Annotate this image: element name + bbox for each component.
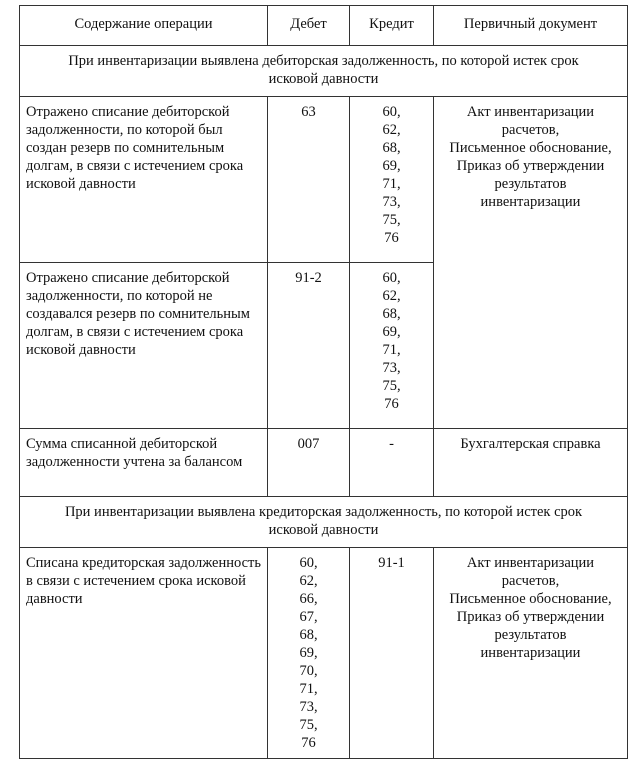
credit-account: 75, <box>382 212 401 228</box>
debit-account: 67, <box>299 609 318 625</box>
credit-account: 73, <box>382 194 401 210</box>
credit-account: 69, <box>382 324 401 340</box>
section-title-receivables: При инвентаризации выявлена дебиторская задолженность, по которой истек срок исковой давности <box>20 46 628 97</box>
debit-account: 60, <box>299 555 318 571</box>
operation-cell: Сумма списанной дебиторской задолженности учтена за балансом <box>20 429 268 497</box>
credit-account: 69, <box>382 158 401 174</box>
debit-account: 68, <box>299 627 318 643</box>
credit-account: 68, <box>382 306 401 322</box>
credit-account: 62, <box>382 288 401 304</box>
document-line: инвентаризации <box>480 194 581 210</box>
credit-account: 75, <box>382 378 401 394</box>
section-row-payables <box>20 497 628 548</box>
document-cell: Бухгалтерская справка <box>434 429 628 497</box>
document-line: инвентаризации <box>480 645 581 661</box>
document-line: Акт инвентаризации <box>466 104 595 120</box>
debit-account: 76 <box>301 735 316 751</box>
credit-account: 62, <box>382 122 401 138</box>
header-operation: Содержание операции <box>20 6 268 46</box>
credit-cell <box>350 97 434 263</box>
credit-account: 71, <box>382 342 401 358</box>
header-debit: Дебет <box>268 6 350 46</box>
section-row-receivables <box>20 46 628 97</box>
operation-cell: Отражено списание дебиторской задолженности, по которой не создавался резерв по сомнительным долгам, в связи с истечением срока исковой давности <box>20 263 268 429</box>
credit-account: 76 <box>384 230 399 246</box>
credit-cell: - <box>350 429 434 497</box>
document-cell <box>434 548 628 759</box>
document-line: Письменное обоснование, <box>449 140 612 156</box>
table-row <box>20 429 628 497</box>
section-title-payables: При инвентаризации выявлена кредиторская задолженность, по которой истек срок исковой давности <box>20 497 628 548</box>
credit-account: 60, <box>382 104 401 120</box>
debit-account: 70, <box>299 663 318 679</box>
credit-cell <box>350 263 434 429</box>
debit-cell: 007 <box>268 429 350 497</box>
operations-table <box>19 5 628 759</box>
document-line: Письменное обоснование, <box>449 591 612 607</box>
header-credit: Кредит <box>350 6 434 46</box>
header-document: Первичный документ <box>434 6 628 46</box>
document-line: Приказ об утверждении <box>456 609 605 625</box>
credit-cell: 91-1 <box>350 548 434 759</box>
debit-cell: 91-2 <box>268 263 350 429</box>
credit-account: 60, <box>382 270 401 286</box>
document-line: Приказ об утверждении <box>456 158 605 174</box>
debit-account: 66, <box>299 591 318 607</box>
debit-account: 62, <box>299 573 318 589</box>
document-line: расчетов, <box>501 573 560 589</box>
debit-account: 71, <box>299 681 318 697</box>
debit-account: 75, <box>299 717 318 733</box>
document-line: расчетов, <box>501 122 560 138</box>
document-line: результатов <box>494 627 567 643</box>
document-cell <box>434 97 628 429</box>
credit-account: 71, <box>382 176 401 192</box>
header-row <box>20 6 628 46</box>
operation-cell: Отражено списание дебиторской задолженности, по которой был создан резерв по сомнительным долгам, в связи с истечением срока исковой давности <box>20 97 268 263</box>
document-line: Акт инвентаризации <box>466 555 595 571</box>
table-row <box>20 97 628 263</box>
credit-account: 73, <box>382 360 401 376</box>
debit-account: 73, <box>299 699 318 715</box>
document-line: результатов <box>494 176 567 192</box>
debit-cell: 63 <box>268 97 350 263</box>
debit-cell <box>268 548 350 759</box>
credit-account: 76 <box>384 396 399 412</box>
credit-account: 68, <box>382 140 401 156</box>
operation-cell: Списана кредиторская задолженность в связи с истечением срока исковой давности <box>20 548 268 759</box>
debit-account: 69, <box>299 645 318 661</box>
table-row <box>20 548 628 759</box>
